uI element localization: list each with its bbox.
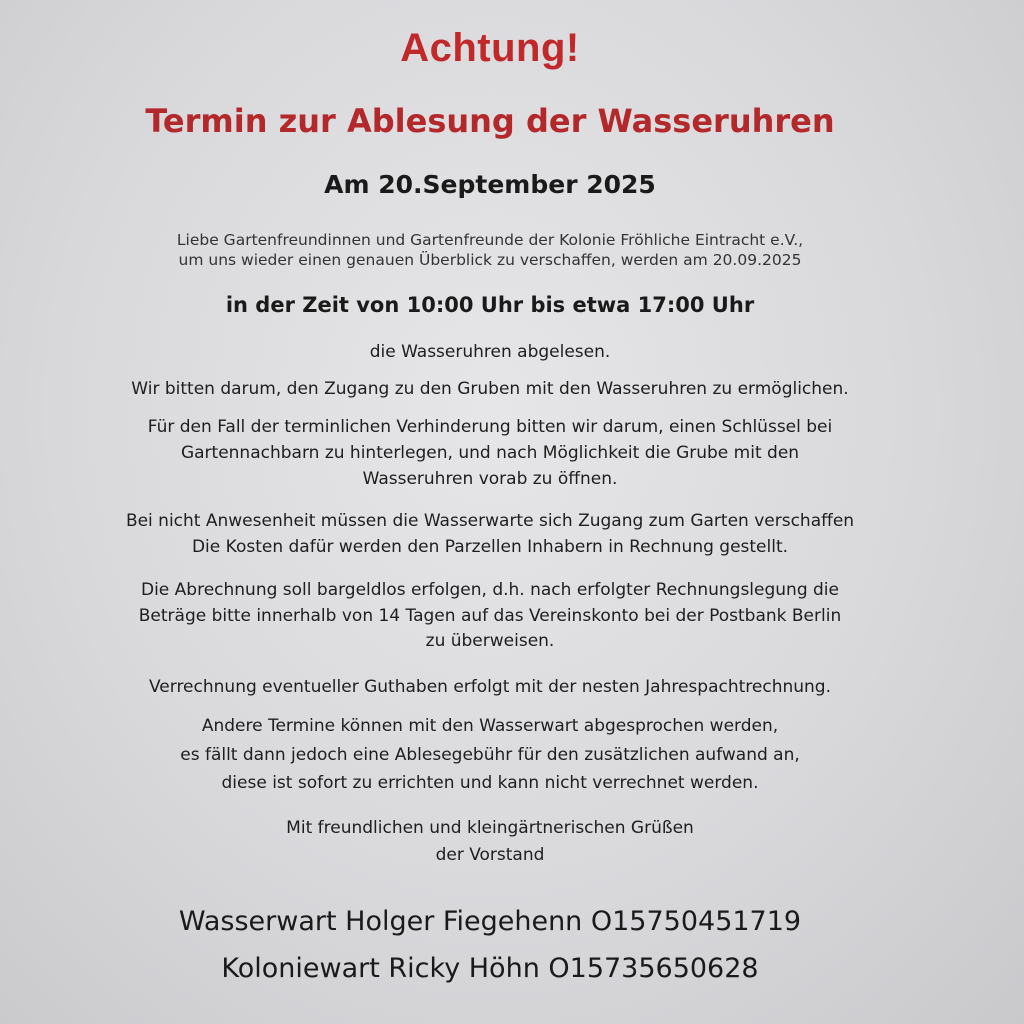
other-appointments-line: diese ist sofort zu errichten und kann nicht verrechnet werden. [221,773,759,793]
closing-greeting: Mit freundlichen und kleingärtnerischen Grüßen [286,818,694,838]
contact-water-warden: Wasserwart Holger Fiegehenn O15750451719 [178,906,802,937]
absence-paragraph-line: Die Kosten dafür werden den Parzellen Inhabern in Rechnung gestellt. [191,537,789,557]
access-line: Wir bitten darum, den Zugang zu den Gruben mit den Wasseruhren zu ermöglichen. [131,379,849,399]
notice-time-window: in der Zeit von 10:00 Uhr bis etwa 17:00 Uhr [225,293,755,317]
other-appointments-line: es fällt dann jedoch eine Ablesegebühr für den zusätzlichen aufwand an, [180,745,800,765]
payment-paragraph-line: Die Abrechnung soll bargeldlos erfolgen, d.h. nach erfolgter Rechnungslegung die [140,580,839,600]
reading-line: die Wasseruhren abgelesen. [369,342,611,362]
key-paragraph-line: Wasseruhren vorab zu öffnen. [362,469,618,489]
other-appointments-line: Andere Termine können mit den Wasserwart abgesprochen werden, [201,716,779,736]
payment-paragraph-line: Beträge bitte innerhalb von 14 Tagen auf das Vereinskonto bei der Postbank Berlin [138,606,842,626]
key-paragraph-line: Für den Fall der terminlichen Verhinderung bitten wir darum, einen Schlüssel bei [147,417,833,437]
notice-date: Am 20.September 2025 [324,170,656,199]
intro-line: um uns wieder einen genauen Überblick zu verschaffen, werden am 20.09.2025 [178,251,802,269]
absence-paragraph-line: Bei nicht Anwesenheit müssen die Wasserwarte sich Zugang zum Garten verschaffen [125,511,855,531]
intro-line: Liebe Gartenfreundinnen und Gartenfreunde der Kolonie Fröhliche Eintracht e.V., [176,231,804,249]
payment-paragraph-line: zu überweisen. [425,631,555,651]
contact-colony-warden: Koloniewart Ricky Höhn O15735650628 [221,953,759,984]
closing-signature: der Vorstand [435,845,545,865]
notice-subheadline: Termin zur Ablesung der Wasseruhren [145,102,835,140]
notice-headline: Achtung! [400,26,580,70]
credit-line: Verrechnung eventueller Guthaben erfolgt mit der nesten Jahrespachtrechnung. [148,677,831,697]
key-paragraph-line: Gartennachbarn zu hinterlegen, und nach Möglichkeit die Grube mit den [180,443,800,463]
